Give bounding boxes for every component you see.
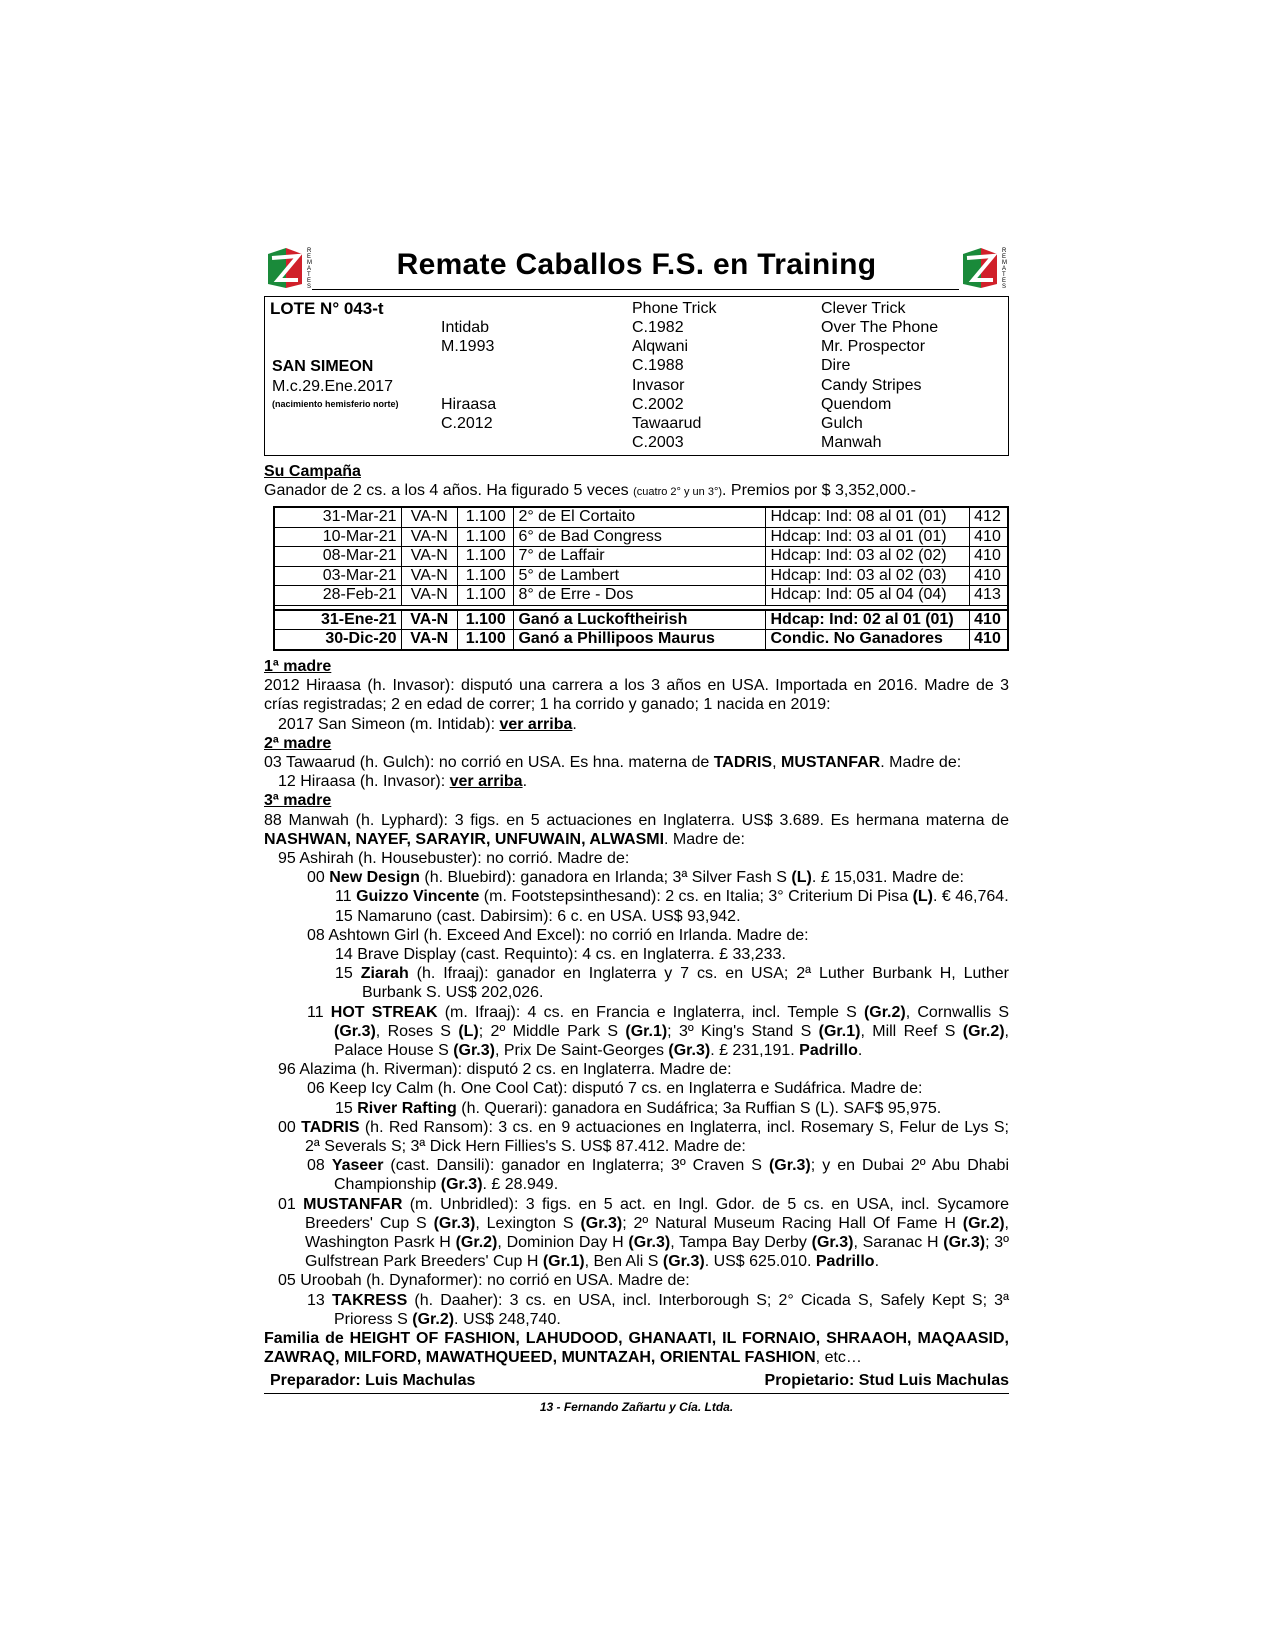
race-dist-cell: 1.100 xyxy=(457,586,513,606)
race-weight-cell: 410 xyxy=(970,630,1008,650)
race-cond-cell: Hdcap: Ind: 02 al 01 (01) xyxy=(766,610,970,630)
second-dam-child: 12 Hiraasa (h. Invasor): ver arriba. xyxy=(278,773,528,791)
great-grandparent-5: Candy Stripes xyxy=(821,377,922,394)
svg-text:S: S xyxy=(1002,284,1007,290)
race-date-cell: 10-Mar-21 xyxy=(274,527,401,547)
race-result-cell: 5° de Lambert xyxy=(514,566,766,586)
produce-line: 15 River Rafting (h. Querari): ganadora en Sudáfrica; 3a Ruffian S (L). SAF$ 95,975. xyxy=(335,1099,942,1117)
race-row xyxy=(274,527,1008,547)
race-result-cell: 6° de Bad Congress xyxy=(514,527,766,547)
svg-text:T: T xyxy=(307,272,311,278)
great-grandparent-3: Mr. Prospector xyxy=(821,338,926,355)
first-dam-title: 1ª madre xyxy=(264,657,332,675)
great-grandparent-7: Gulch xyxy=(821,415,863,432)
race-cond-cell: Hdcap: Ind: 03 al 02 (03) xyxy=(766,566,970,586)
campaign-title: Su Campaña xyxy=(264,463,361,480)
race-track-cell: VA-N xyxy=(401,527,457,547)
campaign-summary: Ganador de 2 cs. a los 4 años. Ha figurado 5 veces (cuatro 2° y un 3°). Premios por $ 3,352,000.- xyxy=(264,482,916,500)
remates-logo-right xyxy=(959,244,1009,290)
horse-note: (nacimiento hemisferio norte) xyxy=(272,399,399,409)
remates-logo-left xyxy=(264,244,314,290)
great-grandparent-4: Dire xyxy=(821,357,851,374)
family-line: Familia de HEIGHT OF FASHION, LAHUDOOD, GHANAATI, IL FORNAIO, SHRAAOH, MAQAASID, ZAWRAQ, MILFORD, MAWATHQUEED, MUNTAZAH, ORIENTAL FASHION, etc… xyxy=(264,1330,1009,1367)
second-dam-title: 2ª madre xyxy=(264,734,332,752)
produce-line: 14 Brave Display (cast. Requinto): 4 cs. en Inglaterra. £ 33,233. xyxy=(335,945,786,963)
race-record-table xyxy=(273,506,1009,651)
race-dist-cell: 1.100 xyxy=(457,547,513,567)
race-result-cell: Ganó a Phillipoos Maurus xyxy=(514,630,766,650)
race-weight-cell: 410 xyxy=(970,527,1008,547)
race-date-cell: 31-Ene-21 xyxy=(274,610,401,630)
page-number: 13 - Fernando Zañartu y Cía. Ltda. xyxy=(539,1400,734,1415)
second-dam-text: 03 Tawaarud (h. Gulch): no corrió en USA. Es hna. materna de TADRIS, MUSTANFAR. Madre de: xyxy=(264,753,962,771)
race-row xyxy=(274,566,1008,586)
grandparent-1-year: C.1982 xyxy=(632,319,684,336)
svg-text:E: E xyxy=(307,278,312,284)
third-dam-intro: 88 Manwah (h. Lyphard): 3 figs. en 5 actuaciones en Inglaterra. US$ 3.689. Es hermana materna de NASHWAN, NAYEF, SARAYIR, UNFUWAIN, ALWASMI. Madre de: xyxy=(264,811,1009,848)
see-above-link[interactable]: ver arriba xyxy=(499,715,573,733)
race-track-cell: VA-N xyxy=(401,630,457,650)
produce-line: 15 Namaruno (cast. Dabirsim): 6 c. en USA. US$ 93,942. xyxy=(335,907,741,925)
race-weight-cell: 412 xyxy=(970,507,1008,527)
race-result-cell: Ganó a Luckoftheirish xyxy=(514,610,766,630)
first-dam-section xyxy=(264,657,1009,734)
produce-line: 08 Yaseer (cast. Dansili): ganador en Inglaterra; 3º Craven S (Gr.3); y en Dubai 2º Abu Dhabi Championship (Gr.3). £ 28.949. xyxy=(307,1157,1009,1194)
race-track-cell: VA-N xyxy=(401,507,457,527)
page-title: Remate Caballos F.S. en Training xyxy=(396,248,877,281)
race-cond-cell: Hdcap: Ind: 03 al 01 (01) xyxy=(766,527,970,547)
produce-line: 11 HOT STREAK (m. Ifraaj): 4 cs. en Francia e Inglaterra, incl. Temple S (Gr.2), Cornwallis S (Gr.3), Roses S (L); 2º Middle Park S (Gr.1); 3º King's Stand S (Gr.1), Mill Reef S (Gr.2), Palace House S (Gr.3), Prix De Saint-Georges (Gr.3). £ 231,191. Padrillo. xyxy=(307,1003,1009,1059)
grandparent-4: Tawaarud xyxy=(632,415,702,432)
race-weight-cell: 410 xyxy=(970,547,1008,567)
catalog-page xyxy=(264,244,1009,1418)
horse-name: SAN SIMEON xyxy=(272,358,374,375)
produce-line: 15 Ziarah (h. Ifraaj): ganador en Inglaterra y 7 cs. en USA; 2ª Luther Burbank H, Luther Burbank S. US$ 202,026. xyxy=(335,965,1009,1002)
produce-line: 11 Guizzo Vincente (m. Footstepsinthesand): 2 cs. en Italia; 3° Criterium Di Pisa (L). € 46,764. xyxy=(335,888,1009,906)
produce-line: 95 Ashirah (h. Housebuster): no corrió. Madre de: xyxy=(278,849,630,867)
first-dam-child: 2017 San Simeon (m. Intidab): ver arriba. xyxy=(278,715,577,733)
race-date-cell: 31-Mar-21 xyxy=(274,507,401,527)
produce-line: 96 Alazima (h. Riverman): disputó 2 cs. en Inglaterra. Madre de: xyxy=(278,1061,732,1079)
svg-text:E: E xyxy=(1002,254,1007,260)
race-track-cell: VA-N xyxy=(401,586,457,606)
race-track-cell: VA-N xyxy=(401,566,457,586)
produce-line: 00 TADRIS (h. Red Ransom): 3 cs. en 9 actuaciones en Inglaterra, incl. Rosemary S, Felur de Lys S; 2ª Severals S; 3ª Dick Hern Fillies's S. US$ 87.412. Madre de: xyxy=(278,1118,1010,1155)
race-cond-cell: Hdcap: Ind: 05 al 04 (04) xyxy=(766,586,970,606)
race-dist-cell: 1.100 xyxy=(457,507,513,527)
race-row xyxy=(274,610,1008,630)
sire-year: M.1993 xyxy=(441,338,495,355)
svg-text:R: R xyxy=(307,248,312,254)
dam-year: C.2012 xyxy=(441,415,493,432)
produce-line: 08 Ashtown Girl (h. Exceed And Excel): no corrió en Irlanda. Madre de: xyxy=(307,926,809,944)
race-date-cell: 08-Mar-21 xyxy=(274,547,401,567)
race-dist-cell: 1.100 xyxy=(457,630,513,650)
third-dam-title: 3ª madre xyxy=(264,792,332,810)
race-cond-cell: Hdcap: Ind: 08 al 01 (01) xyxy=(766,507,970,527)
campaign-section xyxy=(264,462,1009,651)
race-row xyxy=(274,630,1008,650)
grandparent-2-year: C.1988 xyxy=(632,357,684,374)
svg-text:M: M xyxy=(1002,260,1007,266)
race-cond-cell: Condic. No Ganadores xyxy=(766,630,970,650)
race-result-cell: 7° de Laffair xyxy=(514,547,766,567)
horse-info: M.c.29.Ene.2017 xyxy=(272,378,393,395)
race-row xyxy=(274,586,1008,606)
great-grandparent-2: Over The Phone xyxy=(821,319,939,336)
race-dist-cell: 1.100 xyxy=(457,610,513,630)
header-rule xyxy=(312,289,959,290)
produce-line: 05 Uroobah (h. Dynaformer): no corrió en USA. Madre de: xyxy=(278,1272,690,1290)
dam: Hiraasa xyxy=(441,396,497,413)
page-footer xyxy=(264,1371,1009,1394)
lot-number: LOTE N° 043-t xyxy=(270,299,384,318)
grandparent-3-year: C.2002 xyxy=(632,396,684,413)
svg-text:S: S xyxy=(307,284,312,290)
produce-line: 00 New Design (h. Bluebird): ganadora en Irlanda; 3ª Silver Fash S (L). £ 15,031. Madre de: xyxy=(307,869,964,887)
grandparent-4-year: C.2003 xyxy=(632,434,684,451)
race-date-cell: 03-Mar-21 xyxy=(274,566,401,586)
svg-text:A: A xyxy=(1002,266,1007,272)
great-grandparent-1: Clever Trick xyxy=(821,300,906,317)
svg-text:A: A xyxy=(307,266,312,272)
great-grandparent-8: Manwah xyxy=(821,434,882,451)
race-track-cell: VA-N xyxy=(401,547,457,567)
race-row xyxy=(274,507,1008,527)
see-above-link[interactable]: ver arriba xyxy=(449,773,523,791)
race-row xyxy=(274,547,1008,567)
grandparent-3: Invasor xyxy=(632,377,685,394)
svg-text:E: E xyxy=(307,254,312,260)
page-header xyxy=(264,244,1009,294)
race-date-cell: 30-Dic-20 xyxy=(274,630,401,650)
produce-line: 01 MUSTANFAR (m. Unbridled): 3 figs. en 5 act. en Ingl. Gdor. de 5 cs. en USA, incl. Sycamore Breeders' Cup S (Gr.3), Lexington S (Gr.3); 2º Natural Museum Racing Hall Of Fame H (Gr.2), Washington Pasrk H (Gr.2), Dominion Day H (Gr.3), Tampa Bay Derby (Gr.3), Saranac H (Gr.3); 3º Gulfstrean Park Breeders' Cup H (Gr.1), Ben Ali S (Gr.3). US$ 625.010. Padrillo. xyxy=(278,1195,1010,1271)
race-track-cell: VA-N xyxy=(401,610,457,630)
sire: Intidab xyxy=(441,319,490,336)
svg-text:T: T xyxy=(1002,272,1006,278)
race-date-cell: 28-Feb-21 xyxy=(274,586,401,606)
race-weight-cell: 410 xyxy=(970,566,1008,586)
race-result-cell: 2° de El Cortaito xyxy=(514,507,766,527)
race-weight-cell: 410 xyxy=(970,610,1008,630)
great-grandparent-6: Quendom xyxy=(821,396,892,413)
svg-text:R: R xyxy=(1002,248,1007,254)
race-dist-cell: 1.100 xyxy=(457,566,513,586)
race-dist-cell: 1.100 xyxy=(457,527,513,547)
race-cond-cell: Hdcap: Ind: 03 al 02 (02) xyxy=(766,547,970,567)
owner: Propietario: Stud Luis Machulas xyxy=(764,1372,1009,1390)
produce-line: 06 Keep Icy Calm (h. One Cool Cat): disputó 7 cs. en Inglaterra e Sudáfrica. Madre de: xyxy=(307,1080,923,1098)
race-weight-cell: 413 xyxy=(970,586,1008,606)
produce-line: 13 TAKRESS (h. Daaher): 3 cs. en USA, incl. Interborough S; 2° Cicada S, Safely Kept S; 3ª Prioress S (Gr.2). US$ 248,740. xyxy=(307,1291,1010,1328)
first-dam-text: 2012 Hiraasa (h. Invasor): disputó una carrera a los 3 años en USA. Importada en 2016. Madre de 3 crías registradas; 2 en edad de correr; 1 ha corrido y ganado; 1 nacida en 2019: xyxy=(264,677,1009,714)
second-dam-section xyxy=(264,734,1009,792)
third-dam-section xyxy=(264,791,1009,1329)
trainer: Preparador: Luis Machulas xyxy=(270,1372,476,1390)
pedigree-box xyxy=(264,296,1009,456)
grandparent-2: Alqwani xyxy=(632,338,689,355)
race-result-cell: 8° de Erre - Dos xyxy=(514,586,766,606)
grandparent-1: Phone Trick xyxy=(632,300,717,317)
svg-text:E: E xyxy=(1002,278,1007,284)
svg-text:M: M xyxy=(307,260,312,266)
